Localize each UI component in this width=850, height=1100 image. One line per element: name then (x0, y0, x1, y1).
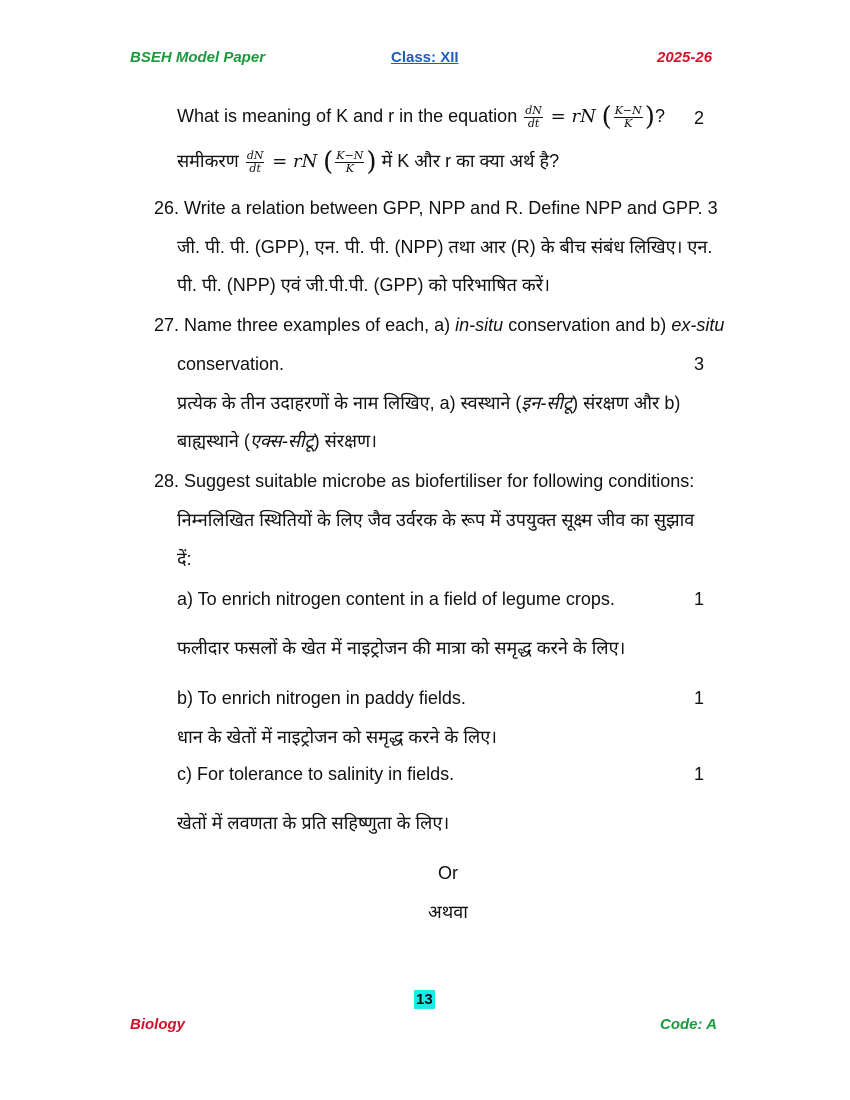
page-number (414, 991, 435, 1009)
footer-subject: Biology (130, 1016, 185, 1033)
q28-part-c-en: c) For tolerance to salinity in fields. (177, 764, 455, 784)
eq-hi-open-paren: ( (323, 147, 334, 177)
eq-equals: = (550, 106, 566, 127)
header-year: 2025-26 (657, 49, 713, 66)
eq-hi-equals: = (272, 151, 288, 172)
header-paper-title: BSEH Model Paper (130, 49, 266, 66)
q27-hi-insitu: इन-सीटू (521, 393, 573, 413)
q27-question-en (154, 313, 724, 337)
q27-en-exsitu: ex-situ (671, 315, 725, 335)
q26-question-hi-line2: पी. पी. (NPP) एवं जी.पी.पी. (GPP) को परिभाषित करें। (177, 275, 550, 295)
eq-lhs-denominator: dt (527, 116, 540, 130)
q28-part-b-en: b) To enrich nitrogen in paddy fields. (177, 688, 466, 708)
eq-rN: rN (571, 106, 596, 127)
q25-equation (522, 102, 655, 132)
eq-hi-lhs-numerator: dN (246, 148, 264, 162)
q25-question-en (177, 104, 665, 130)
q28-question-hi-line1: निम्नलिखित स्थितियों के लिए जैव उर्वरक के रूप में उपयुक्त सूक्ष्म जीव का सुझाव (177, 510, 695, 530)
q28-part-c-marks: 1 (694, 764, 705, 784)
eq-lhs-numerator: dN (525, 103, 542, 117)
q28-part-a-en: a) To enrich nitrogen content in a field of legume crops. (177, 589, 615, 609)
footer-code: Code: A (660, 1016, 717, 1033)
q27-en-line2: conservation. (177, 354, 285, 374)
eq-inner-denominator: K (624, 116, 633, 130)
q28-question-hi-line2: दें: (177, 549, 192, 569)
q25-question-hi (177, 149, 559, 175)
q27-en-part2: conservation and b) (508, 315, 667, 335)
q26-question-hi-line1: जी. पी. पी. (GPP), एन. पी. पी. (NPP) तथा आर (R) के बीच संबंध लिखिए। एन. (177, 237, 713, 257)
eq-hi-rN: rN (293, 151, 318, 172)
q28-part-b-hi: धान के खेतों में नाइट्रोजन को समृद्ध करने के लिए। (177, 727, 497, 747)
header-class: Class: XII (391, 49, 459, 66)
eq-close-paren: ) (644, 102, 655, 132)
q25-hi-prefix: समीकरण (177, 151, 239, 171)
q25-en-text: What is meaning of K and r in the equation (177, 106, 518, 126)
q27-marks: 3 (694, 354, 705, 374)
q27-en-insitu: in-situ (455, 315, 504, 335)
or-hi: अथवा (428, 902, 468, 922)
q27-hi-line2-a: बाह्यस्थाने ( (177, 431, 250, 451)
q25-equation-hi (244, 147, 377, 177)
q27-question-hi-line1 (177, 391, 680, 415)
q26-question-en: 26. Write a relation between GPP, NPP and R. Define NPP and GPP. 3 (154, 198, 718, 218)
q27-question-hi-line2 (177, 429, 377, 453)
eq-question-mark: ? (654, 106, 665, 126)
q25-hi-suffix: में K और r का क्या अर्थ है? (381, 151, 560, 171)
q27-hi-line1-a: प्रत्येक के तीन उदाहरणों के नाम लिखिए, a) स्वस्थाने ( (177, 393, 522, 413)
q28-part-b-marks: 1 (694, 688, 705, 708)
eq-inner-numerator: K−N (614, 103, 642, 117)
eq-hi-lhs-denominator: dt (249, 161, 261, 175)
or-en: Or (438, 863, 458, 883)
q27-hi-exsitu: एक्स-सीटू (249, 431, 314, 451)
eq-hi-close-paren: ) (366, 147, 377, 177)
q28-part-c-hi: खेतों में लवणता के प्रति सहिष्णुता के लिए। (177, 813, 450, 833)
q28-question-en: 28. Suggest suitable microbe as biofertiliser for following conditions: (154, 471, 695, 491)
q27-hi-line2-b: ) संरक्षण। (313, 431, 377, 451)
q27-en-part1: 27. Name three examples of each, a) (154, 315, 451, 335)
eq-open-paren: ( (601, 102, 612, 132)
page-number-text: 13 (416, 991, 433, 1008)
q25-marks: 2 (694, 108, 705, 128)
eq-hi-inner-denominator: K (345, 161, 354, 175)
q28-part-a-hi: फलीदार फसलों के खेत में नाइट्रोजन की मात्रा को समृद्ध करने के लिए। (177, 638, 626, 658)
eq-hi-inner-numerator: K−N (336, 148, 364, 162)
q28-part-a-marks: 1 (694, 589, 705, 609)
q27-hi-line1-b: ) संरक्षण और b) (572, 393, 681, 413)
